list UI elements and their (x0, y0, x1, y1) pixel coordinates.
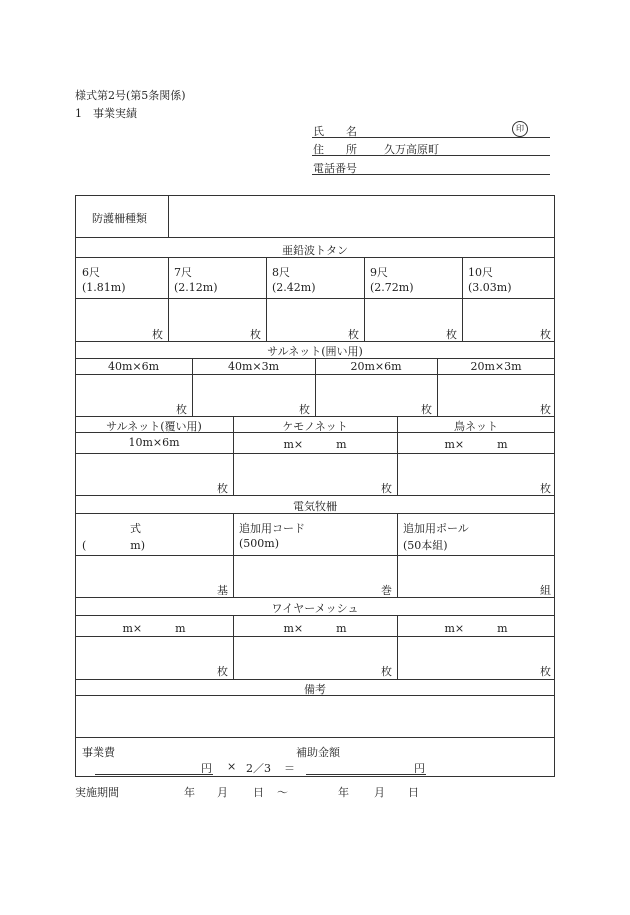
phone-field[interactable] (312, 174, 550, 175)
tin-size-meters: (2.42m) (272, 281, 316, 294)
multiply-sign: × (227, 760, 237, 773)
electric-set-length: ( m) (82, 539, 146, 552)
tin-count-unit[interactable]: 枚 (446, 328, 457, 341)
subsidy-ratio: 2／3 (246, 762, 271, 775)
electric-set-count-unit[interactable]: 基 (217, 584, 228, 597)
electric-set-label: 式 (130, 522, 141, 535)
tin-title: 亜鉛波トタン (282, 244, 348, 257)
end-month[interactable]: 月 (374, 786, 385, 799)
extra-cord-count-unit[interactable]: 巻 (381, 584, 392, 597)
section-title: 1 事業実績 (75, 107, 137, 120)
remarks-label: 備考 (304, 683, 326, 696)
tin-count-unit[interactable]: 枚 (152, 328, 163, 341)
remarks-field[interactable] (77, 697, 553, 735)
tin-size-meters: (1.81m) (82, 281, 126, 294)
wire-mesh-count-unit[interactable]: 枚 (381, 665, 392, 678)
tin-size-label: 6尺 (82, 266, 100, 279)
monkey-enclosure-size: 40m×6m (107, 360, 160, 373)
fence-type-label: 防護柵種類 (92, 212, 147, 225)
wire-mesh-count-unit[interactable]: 枚 (217, 665, 228, 678)
project-cost-field[interactable] (95, 774, 213, 775)
tin-size-meters: (2.72m) (370, 281, 414, 294)
wire-mesh-size: m× m (283, 622, 347, 635)
bird-net-header: 鳥ネット (454, 420, 498, 433)
start-day[interactable]: 日 (253, 786, 264, 799)
monkey-enclosure-count-unit[interactable]: 枚 (540, 403, 551, 416)
wire-mesh-size: m× m (444, 622, 508, 635)
bird-net-size: m× m (444, 438, 508, 451)
wire-mesh-title: ワイヤーメッシュ (271, 602, 359, 615)
equals-sign: ＝ (284, 762, 295, 775)
project-cost-yen: 円 (201, 762, 212, 775)
project-cost-label: 事業費 (82, 746, 115, 759)
monkey-enclosure-size: 20m×6m (350, 360, 402, 373)
period-label: 実施期間 (75, 786, 119, 799)
start-year[interactable]: 年 (184, 786, 195, 799)
subsidy-yen: 円 (414, 762, 425, 775)
end-year[interactable]: 年 (338, 786, 349, 799)
fence-type-field[interactable] (170, 197, 553, 235)
extra-pole-count-unit[interactable]: 組 (540, 584, 551, 597)
tin-size-label: 8尺 (272, 266, 290, 279)
form-number: 様式第2号(第5条関係) (75, 89, 186, 102)
monkey-enclosure-count-unit[interactable]: 枚 (299, 403, 310, 416)
tin-size-label: 10尺 (468, 266, 493, 279)
tin-size-meters: (3.03m) (468, 281, 512, 294)
address-value: 久万高原町 (384, 143, 439, 156)
wire-mesh-count-unit[interactable]: 枚 (540, 665, 551, 678)
monkey-enclosure-count-unit[interactable]: 枚 (176, 403, 187, 416)
address-label: 住 所 (313, 143, 357, 156)
wire-mesh-size: m× m (122, 622, 186, 635)
extra-pole-label: 追加用ポール (403, 522, 469, 535)
tin-count-unit[interactable]: 枚 (250, 328, 261, 341)
name-field[interactable] (312, 137, 550, 138)
animal-net-size: m× m (283, 438, 347, 451)
address-field[interactable] (312, 155, 550, 156)
animal-net-header: ケモノネット (282, 420, 348, 433)
tin-size-label: 9尺 (370, 266, 388, 279)
tin-size-label: 7尺 (174, 266, 192, 279)
extra-pole-size: (50本組) (403, 539, 448, 552)
tin-size-meters: (2.12m) (174, 281, 218, 294)
start-month[interactable]: 月 (217, 786, 228, 799)
monkey-enclosure-size: 20m×3m (470, 360, 522, 373)
end-day[interactable]: 日 (408, 786, 419, 799)
monkey-enclosure-title: サルネット(囲い用) (267, 345, 363, 358)
net-count-unit[interactable]: 枚 (381, 482, 392, 495)
name-label: 氏 名 (313, 125, 357, 138)
period-tilde: ～ (277, 786, 288, 799)
electric-fence-title: 電気牧柵 (293, 500, 337, 513)
tin-count-unit[interactable]: 枚 (348, 328, 359, 341)
monkey-cover-net-size: 10m×6m (128, 436, 180, 449)
subsidy-label: 補助金額 (296, 746, 340, 759)
extra-cord-size: (500m) (239, 537, 280, 550)
monkey-enclosure-size: 40m×3m (227, 360, 280, 373)
monkey-enclosure-count-unit[interactable]: 枚 (421, 403, 432, 416)
tin-count-unit[interactable]: 枚 (540, 328, 551, 341)
extra-cord-label: 追加用コード (239, 522, 305, 535)
subsidy-amount-field[interactable] (306, 774, 426, 775)
net-count-unit[interactable]: 枚 (217, 482, 228, 495)
seal-mark: 印 (512, 121, 528, 137)
monkey-cover-net-header: サルネット(覆い用) (106, 420, 202, 433)
phone-label: 電話番号 (313, 162, 357, 175)
net-count-unit[interactable]: 枚 (540, 482, 551, 495)
